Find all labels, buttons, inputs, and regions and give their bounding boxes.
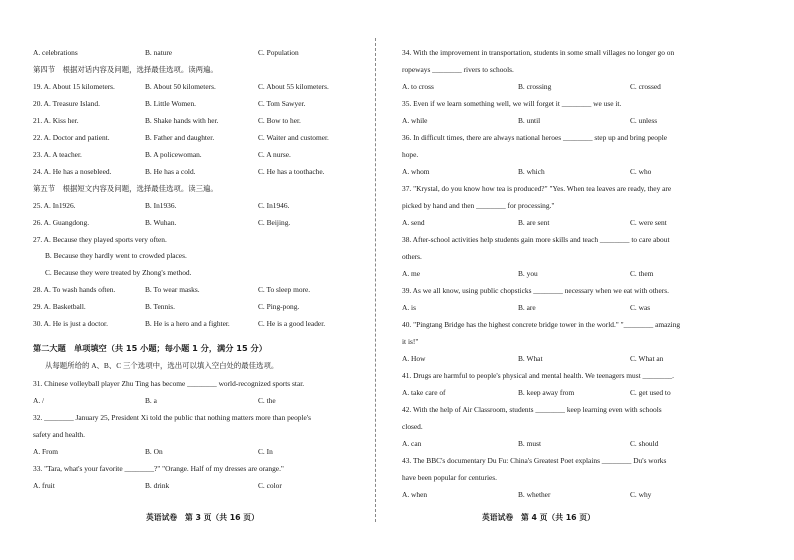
question-text: 37. "Krystal, do you know how tea is produced?" "Yes. When tea leaves are ready, they are [402,184,672,193]
option-b: B. whether [518,490,551,499]
option-b: B. Little Women. [145,99,196,108]
option-c: C. color [258,481,282,490]
option-a: A. From [33,447,59,456]
question-text: 41. Drugs are harmful to people's physical and mental health. We teenagers must ________. [402,371,674,380]
question-text: 35. Even if we learn something well, we will forget it ________ we use it. [402,99,622,108]
option-a: A. to cross [402,82,434,91]
option-c: C. should [630,439,659,448]
option-c: C. Population [258,48,299,57]
option-b: B. To wear masks. [145,285,200,294]
option-b: B. you [518,269,538,278]
question-text: closed. [402,422,423,431]
option-a: A. whom [402,167,430,176]
option-b: B. a [145,396,157,405]
option-a: 22. A. Doctor and patient. [33,133,110,142]
option-a: A. send [402,218,425,227]
question-text: have been popular for centuries. [402,473,498,482]
question-text: safety and health. [33,430,85,439]
option-b: B. must [518,439,541,448]
question-text: 42. With the help of Air Classroom, students ________ keep learning even with schools [402,405,662,414]
option-b: B. crossing [518,82,552,91]
option-c: C. In [258,447,273,456]
question-text: picked by hand and then ________ for processing." [402,201,555,210]
option-b: B. Wuhan. [145,218,177,227]
question-text: it is!" [402,337,419,346]
option-b: B. Tennis. [145,302,175,311]
option-c: C. He is a good leader. [258,319,326,328]
question-text: B. Because they hardly went to crowded places. [45,251,187,260]
option-a: 30. A. He is just a doctor. [33,319,108,328]
option-a: 24. A. He has a nosebleed. [33,167,112,176]
option-c: C. why [630,490,652,499]
option-b: B. What [518,354,543,363]
section-instruction: 第四节 根据对话内容及问题，选择最佳选项。读两遍。 [33,65,218,74]
question-text: 27. A. Because they played sports very often. [33,235,167,244]
question-text: 40. "Pingtang Bridge has the highest concrete bridge tower in the world." "________ amazing [402,320,681,329]
option-c: C. were sent [630,218,667,227]
option-a: 26. A. Guangdong. [33,218,90,227]
right-page-footer: 英语试卷 第 4 页（共 16 页） [482,513,595,522]
right-page [384,0,794,560]
option-c: C. who [630,167,652,176]
option-c: C. them [630,269,654,278]
option-b: B. He is a hero and a fighter. [145,319,230,328]
option-c: C. About 55 kilometers. [258,82,329,91]
option-c: C. Ping-pong. [258,302,300,311]
left-page [0,0,372,560]
option-c: C. Tom Sawyer. [258,99,306,108]
option-c: C. He has a toothache. [258,167,325,176]
section-heading: 第二大题 单项填空（共 15 小题；每小题 1 分，满分 15 分） [33,343,267,353]
option-a: A. when [402,490,428,499]
option-a: 25. A. In1926. [33,201,76,210]
option-b: B. drink [145,481,170,490]
question-text: 39. As we all know, using public chopsticks ________ necessary when we eat with others. [402,286,669,295]
option-a: 19. A. About 15 kilometers. [33,82,115,91]
option-b: B. He has a cold. [145,167,196,176]
option-c: C. What an [630,354,664,363]
question-text: others. [402,252,422,261]
option-a: 28. A. To wash hands often. [33,285,116,294]
option-c: C. crossed [630,82,661,91]
section-instruction: 从每题所给的 A、B、C 三个选项中，选出可以填入空白处的最佳选项。 [45,361,279,370]
page-divider [375,38,376,522]
section-instruction: 第五节 根据短文内容及问题，选择最佳选项。读三遍。 [33,184,218,193]
option-b: B. A policewoman. [145,150,202,159]
question-text: 32. ________ January 25, President Xi told the public that nothing matters more than people's [33,413,312,422]
option-c: C. get used to [630,388,671,397]
option-a: A. / [33,396,45,405]
question-text: 38. After-school activities help students gain more skills and teach ________ to care about [402,235,670,244]
option-a: 29. A. Basketball. [33,302,86,311]
question-text: 31. Chinese volleyball player Zhu Ting has become ________ world-recognized sports star. [33,379,305,388]
option-a: 21. A. Kiss her. [33,116,79,125]
option-c: C. Beijing. [258,218,291,227]
option-c: C. the [258,396,276,405]
option-c: C. Waiter and customer. [258,133,329,142]
option-a: A. fruit [33,481,55,490]
option-c: C. was [630,303,651,312]
option-b: B. Shake hands with her. [145,116,219,125]
option-b: B. nature [145,48,173,57]
option-b: B. until [518,116,541,125]
option-b: B. In1936. [145,201,177,210]
option-b: B. which [518,167,545,176]
option-c: C. Bow to her. [258,116,301,125]
option-a: 23. A. A teacher. [33,150,82,159]
option-c: C. unless [630,116,658,125]
option-b: B. keep away from [518,388,575,397]
question-text: 34. With the improvement in transportation, students in some small villages no longer go on [402,48,675,57]
option-a: A. celebrations [33,48,78,57]
option-b: B. About 50 kilometers. [145,82,216,91]
left-page-footer: 英语试卷 第 3 页（共 16 页） [146,513,259,522]
question-text: C. Because they were treated by Zhong's method. [45,268,192,277]
question-text: 33. "Tara, what's your favorite ________?" "Orange. Half of my dresses are orange." [33,464,284,473]
option-a: A. take care of [402,388,446,397]
option-a: A. can [402,439,422,448]
question-text: 43. The BBC's documentary Du Fu: China's Greatest Poet explains ________ Du's works [402,456,667,465]
option-b: B. On [145,447,163,456]
option-b: B. are [518,303,536,312]
option-b: B. are sent [518,218,550,227]
option-b: B. Father and daughter. [145,133,215,142]
option-a: 20. A. Treasure Island. [33,99,100,108]
option-c: C. A nurse. [258,150,291,159]
option-a: A. while [402,116,428,125]
option-c: C. To sleep more. [258,285,311,294]
option-a: A. How [402,354,426,363]
question-text: hope. [402,150,419,159]
question-text: ropeways ________ rivers to schools. [402,65,514,74]
option-c: C. In1946. [258,201,290,210]
option-a: A. is [402,303,416,312]
question-text: 36. In difficult times, there are always national heroes ________ step up and bring people [402,133,668,142]
option-a: A. me [402,269,421,278]
